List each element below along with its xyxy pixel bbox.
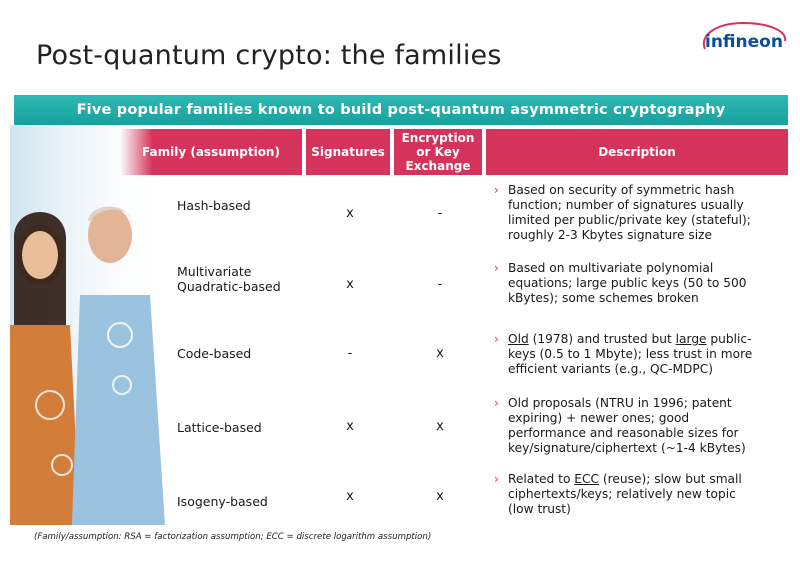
signatures-mark: - — [347, 346, 353, 361]
family-line2: Quadratic-based — [177, 279, 281, 294]
header-encryption-line1: Encryption — [401, 131, 475, 145]
signatures-mark: x — [346, 419, 354, 434]
desc-line2: ciphertexts/keys; relatively new topic — [508, 487, 736, 501]
desc-line1: Based on security of symmetric hash — [508, 183, 735, 197]
banner: Five popular families known to build post-quantum asymmetric cryptography — [14, 95, 788, 125]
bullet-icon: › — [494, 261, 499, 275]
header-signatures: Signatures — [306, 129, 390, 175]
desc-line2: keys (0.5 to 1 Mbyte); less trust in more — [508, 347, 753, 361]
encryption-mark: x — [436, 419, 444, 434]
desc-line4: key/signature/ciphertext (~1-4 kBytes) — [508, 441, 746, 455]
family-line1: Multivariate — [177, 264, 252, 279]
signatures-mark: x — [346, 489, 354, 504]
bullet-icon: › — [494, 472, 499, 486]
desc-line2: expiring) + newer ones; good — [508, 411, 690, 425]
description — [494, 261, 786, 306]
bullet-icon: › — [494, 396, 499, 410]
header-family: Family (assumption) — [120, 129, 302, 175]
header-description: Description — [486, 129, 788, 175]
family-name — [177, 494, 268, 509]
logo-text: infineon — [705, 32, 783, 52]
desc-line3: (low trust) — [508, 502, 571, 516]
desc-large-underlined: large — [675, 332, 707, 346]
header-encryption-line3: Exchange — [405, 159, 471, 173]
family-line1: Hash-based — [177, 198, 251, 213]
desc-mid: (1978) and trusted but — [528, 332, 676, 346]
desc-old-underlined: Old — [508, 332, 529, 346]
desc-line3: limited per public/private key (stateful); — [508, 213, 751, 227]
desc-pre: Related to — [508, 472, 575, 486]
header-encryption — [394, 129, 482, 175]
table-row — [0, 180, 800, 252]
desc-post: (reuse); slow but small — [599, 472, 742, 486]
description — [494, 396, 786, 456]
description — [494, 472, 786, 517]
encryption-mark: x — [436, 346, 444, 361]
encryption-mark: x — [436, 489, 444, 504]
desc-ecc-underlined: ECC — [574, 472, 600, 486]
slide-title: Post-quantum crypto: the families — [36, 40, 502, 71]
header-encryption-line2: or Key — [416, 145, 460, 159]
family-line1: Code-based — [177, 346, 252, 361]
bullet-icon: › — [494, 332, 499, 346]
family-name — [177, 346, 251, 361]
family-name — [177, 420, 262, 435]
desc-line1 — [508, 332, 786, 347]
desc-line3: kBytes); some schemes broken — [508, 291, 699, 305]
encryption-mark: - — [437, 277, 443, 292]
encryption-mark: - — [437, 206, 443, 221]
desc-line2: equations; large public keys (50 to 500 — [508, 276, 747, 290]
table-row — [0, 332, 800, 404]
family-line1: Isogeny-based — [177, 494, 268, 509]
desc-line1: Based on multivariate polynomial — [508, 261, 714, 275]
desc-line3: efficient variants (e.g., QC-MDPC) — [508, 362, 714, 376]
desc-end: public- — [706, 332, 752, 346]
family-line1: Lattice-based — [177, 420, 262, 435]
desc-line2: function; number of signatures usually — [508, 198, 744, 212]
family-name — [177, 198, 251, 213]
table-row — [0, 396, 800, 468]
desc-line1: Old proposals (NTRU in 1996; patent — [508, 396, 732, 410]
table-row — [0, 260, 800, 332]
desc-line3: performance and reasonable sizes for — [508, 426, 739, 440]
description — [494, 332, 786, 377]
signatures-mark: x — [346, 206, 354, 221]
desc-line4: roughly 2-3 Kbytes signature size — [508, 228, 712, 242]
bullet-icon: › — [494, 183, 499, 197]
desc-line1 — [508, 472, 786, 487]
description — [494, 183, 786, 243]
signatures-mark: x — [346, 277, 354, 292]
family-name — [177, 264, 281, 294]
infineon-logo — [697, 19, 789, 57]
footnote: (Family/assumption: RSA = factorization assumption; ECC = discrete logarithm assumption) — [34, 532, 432, 542]
